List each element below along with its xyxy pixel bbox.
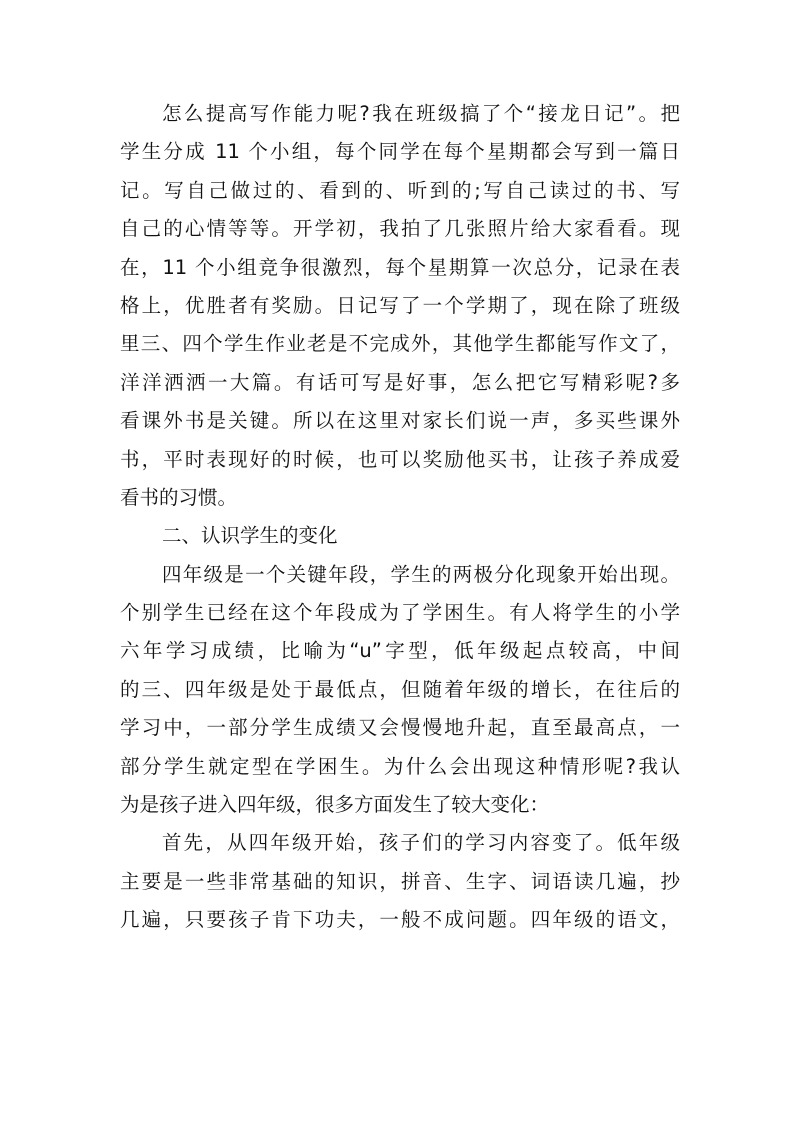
paragraph-line: 首先，从四年级开始，孩子们的学习内容变了。低年级	[162, 831, 680, 855]
section-heading: 二、认识学生的变化	[162, 524, 338, 548]
paragraph-line: 六年学习成绩，比喻为“u”字型，低年级起点较高，中间	[120, 639, 680, 663]
paragraph-line: 学生分成 11 个小组，每个同学在每个星期都会写到一篇日	[120, 140, 680, 164]
paragraph-line: 怎么提高写作能力呢?我在班级搞了个“接龙日记”。把	[162, 102, 680, 125]
paragraph-line: 个别学生已经在这个年段成为了学困生。有人将学生的小学	[120, 601, 680, 625]
paragraph-line: 的三、四年级是处于最低点，但随着年级的增长，在往后的	[120, 677, 680, 701]
paragraph-line: 部分学生就定型在学困生。为什么会出现这种情形呢?我认	[120, 754, 680, 778]
paragraph-line: 主要是一些非常基础的知识，拼音、生字、词语读几遍，抄	[120, 869, 680, 893]
paragraph-line: 看书的习惯。	[120, 485, 238, 509]
paragraph-line: 洋洋洒洒一大篇。有话可写是好事，怎么把它写精彩呢?多	[120, 370, 680, 394]
paragraph-line: 在，11 个小组竞争很激烈，每个星期算一次总分，记录在表	[120, 255, 680, 279]
paragraph-line: 记。写自己做过的、看到的、听到的;写自己读过的书、写	[120, 178, 680, 202]
paragraph-line: 学习中，一部分学生成绩又会慢慢地升起，直至最高点，一	[120, 716, 680, 740]
paragraph-line: 自己的心情等等。开学初，我拍了几张照片给大家看看。现	[120, 217, 680, 241]
paragraph-line: 里三、四个学生作业老是不完成外，其他学生都能写作文了，	[120, 332, 680, 356]
paragraph-line: 几遍，只要孩子肯下功夫，一般不成问题。四年级的语文，	[120, 908, 680, 932]
document-body	[120, 95, 680, 940]
paragraph-line: 看课外书是关键。所以在这里对家长们说一声，多买些课外	[120, 409, 680, 433]
paragraph-line: 四年级是一个关键年段，学生的两极分化现象开始出现。	[162, 562, 680, 586]
paragraph-line: 为是孩子进入四年级，很多方面发生了较大变化：	[120, 793, 550, 817]
paragraph-line: 格上，优胜者有奖励。日记写了一个学期了，现在除了班级	[120, 293, 680, 317]
paragraph-line: 书，平时表现好的时候，也可以奖励他买书，让孩子养成爱	[120, 447, 680, 471]
